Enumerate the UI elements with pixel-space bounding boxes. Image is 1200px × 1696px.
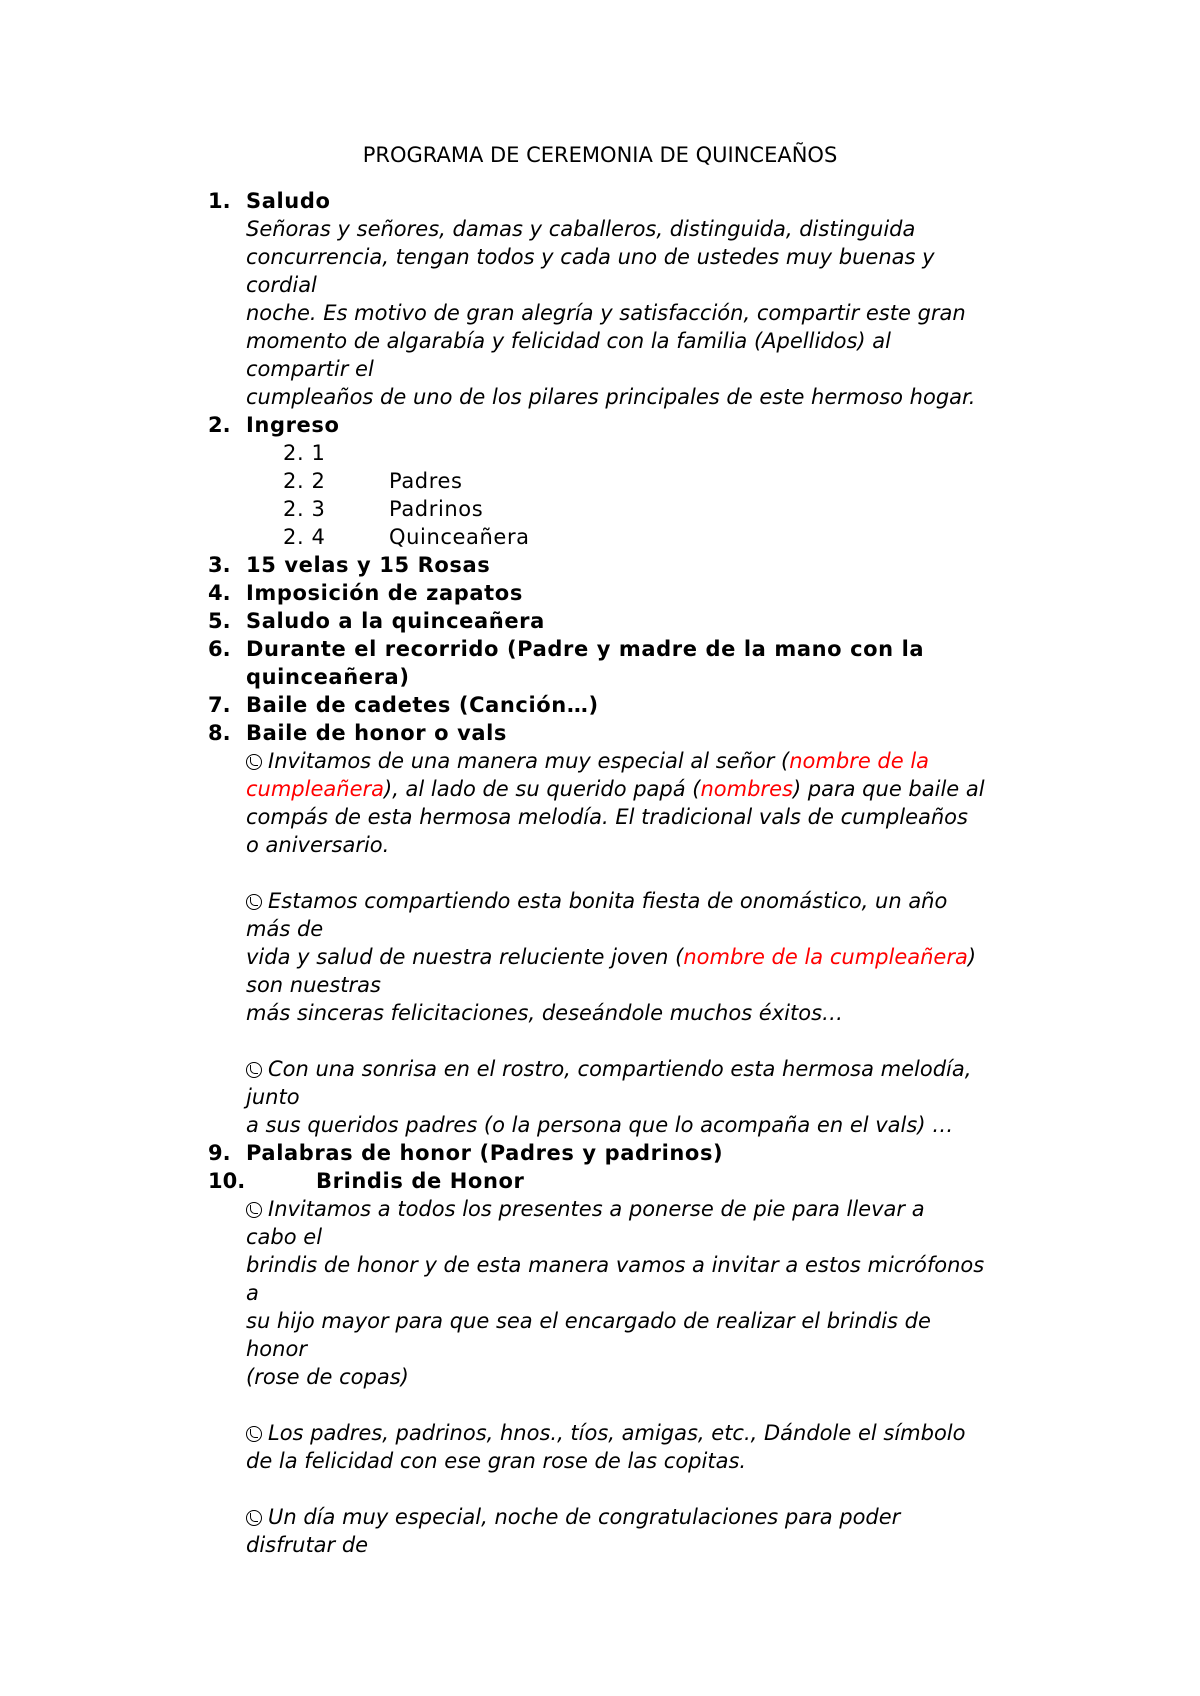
item-heading: Saludo a la quinceañera — [246, 609, 545, 633]
globe-icon — [246, 1510, 262, 1526]
text-line: concurrencia, tengan todos y cada uno de ustedes muy buenas y — [246, 245, 935, 269]
item-heading: Baile de honor o vals — [246, 721, 508, 745]
item-number: 6. — [208, 637, 231, 661]
item-number: 9. — [208, 1141, 231, 1165]
item-heading: Imposición de zapatos — [246, 581, 523, 605]
text-line: compás de esta hermosa melodía. El tradicional vals de cumpleaños — [246, 805, 968, 829]
text-line: disfrutar de — [246, 1533, 369, 1557]
text-line: Estamos compartiendo esta bonita fiesta de onomástico, un año — [246, 887, 947, 915]
text-line: o aniversario. — [246, 833, 390, 857]
item-number: 2. — [208, 413, 231, 437]
subitem-number: 2. 2 — [283, 469, 326, 493]
text-line: cordial — [246, 273, 317, 297]
placeholder-name: nombre de la — [789, 749, 930, 773]
text-line: Los padres, padrinos, hnos., tíos, amigas, etc., Dándole el símbolo — [246, 1419, 965, 1447]
text-line: Invitamos de una manera muy especial al señor (nombre de la — [246, 747, 929, 775]
text-line: compartir el — [246, 357, 374, 381]
page-title: PROGRAMA DE CEREMONIA DE QUINCEAÑOS — [362, 143, 838, 167]
text-line: momento de algarabía y felicidad con la familia (Apellidos) al — [246, 329, 891, 353]
item-heading-saludo: Saludo — [246, 189, 331, 213]
item-heading-brindis: Brindis de Honor — [316, 1169, 525, 1193]
text-line: Señoras y señores, damas y caballeros, distinguida, distinguida — [246, 217, 916, 241]
placeholder-name: nombre de la cumpleañera — [683, 945, 968, 969]
text-line: más de — [246, 917, 324, 941]
text-line: cabo el — [246, 1225, 323, 1249]
text-line: su hijo mayor para que sea el encargado de realizar el brindis de — [246, 1309, 931, 1333]
text-line: de la felicidad con ese gran rose de las copitas. — [246, 1449, 747, 1473]
globe-icon — [246, 894, 262, 910]
text-line: honor — [246, 1337, 307, 1361]
subitem-text: Padres — [389, 469, 463, 493]
text-line: cumpleaños de uno de los pilares principales de este hermoso hogar. — [246, 385, 976, 409]
text-line: brindis de honor y de esta manera vamos a invitar a estos micrófonos — [246, 1253, 985, 1277]
subitem-text: Padrinos — [389, 497, 484, 521]
item-heading: Baile de cadetes (Canción…) — [246, 693, 599, 717]
text-line: Con una sonrisa en el rostro, compartiendo esta hermosa melodía, — [246, 1055, 971, 1083]
item-heading: 15 velas y 15 Rosas — [246, 553, 491, 577]
item-number: 7. — [208, 693, 231, 717]
text-line: más sinceras felicitaciones, deseándole muchos éxitos… — [246, 1001, 844, 1025]
item-number: 3. — [208, 553, 231, 577]
text-line: Invitamos a todos los presentes a ponerse de pie para llevar a — [246, 1195, 925, 1223]
item-heading: Palabras de honor (Padres y padrinos) — [246, 1141, 724, 1165]
text-line: Un día muy especial, noche de congratulaciones para poder — [246, 1503, 900, 1531]
text-line: junto — [246, 1085, 300, 1109]
item-number: 1. — [208, 189, 231, 213]
placeholder-name: cumpleañera — [246, 777, 384, 801]
globe-icon — [246, 1426, 262, 1442]
item-number: 5. — [208, 609, 231, 633]
text-line: a — [246, 1281, 259, 1305]
subitem-number: 2. 3 — [283, 497, 326, 521]
globe-icon — [246, 754, 262, 770]
item-number: 10. — [208, 1169, 246, 1193]
text-line: noche. Es motivo de gran alegría y satisfacción, compartir este gran — [246, 301, 966, 325]
item-heading-cont: quinceañera) — [246, 665, 410, 689]
subitem-text: Quinceañera — [389, 525, 530, 549]
subitem-number: 2. 1 — [283, 441, 326, 465]
item-heading: Durante el recorrido (Padre y madre de la mano con la — [246, 637, 925, 661]
globe-icon — [246, 1062, 262, 1078]
text-line: a sus queridos padres (o la persona que lo acompaña en el vals) … — [246, 1113, 954, 1137]
item-heading-ingreso: Ingreso — [246, 413, 340, 437]
item-number: 4. — [208, 581, 231, 605]
globe-icon — [246, 1202, 262, 1218]
text-line: cumpleañera), al lado de su querido papá (nombres) para que baile al — [246, 777, 985, 801]
text-line: (rose de copas) — [246, 1365, 409, 1389]
subitem-number: 2. 4 — [283, 525, 326, 549]
placeholder-names: nombres — [700, 777, 793, 801]
text-line: vida y salud de nuestra reluciente joven (nombre de la cumpleañera) — [246, 945, 977, 969]
item-number: 8. — [208, 721, 231, 745]
text-line: son nuestras — [246, 973, 381, 997]
